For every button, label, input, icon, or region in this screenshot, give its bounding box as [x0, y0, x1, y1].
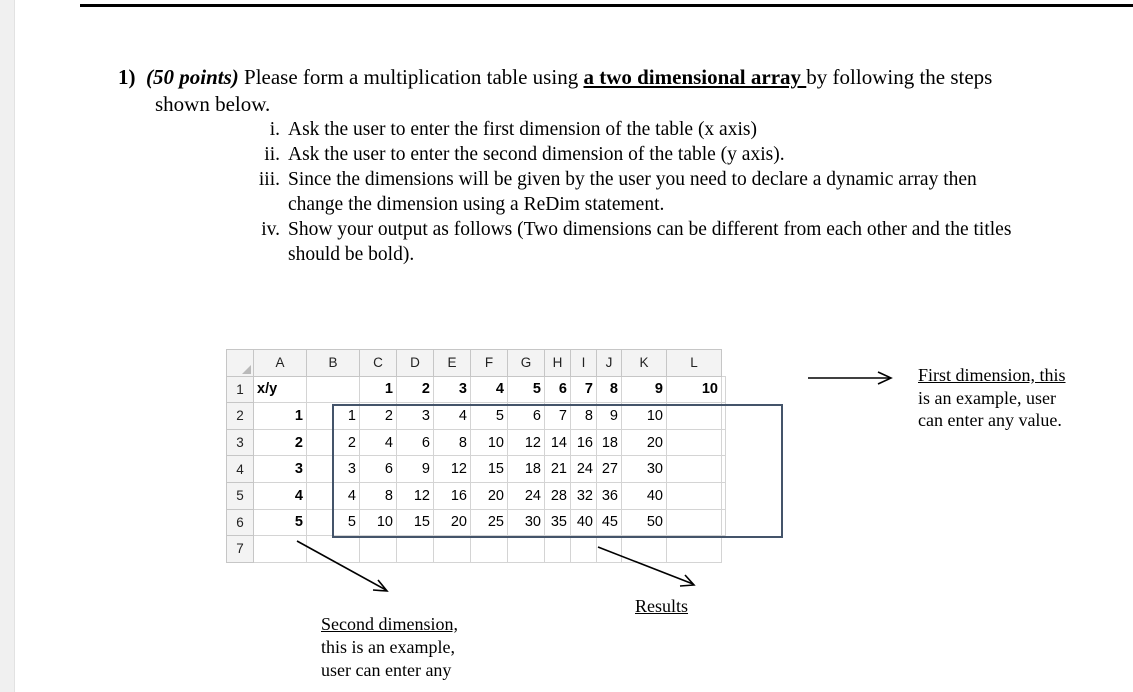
question-line-2: shown below. — [155, 92, 271, 116]
step-text: Show your output as follows (Two dimensions can be different from each other and the titles — [288, 219, 1012, 240]
question-tail: by following the steps — [806, 65, 993, 89]
product-cell: 6 — [397, 429, 434, 456]
x-header-cell: 8 — [597, 376, 622, 403]
column-header[interactable]: B — [307, 350, 360, 377]
column-header[interactable]: K — [622, 350, 667, 377]
column-header[interactable]: I — [571, 350, 597, 377]
product-cell: 30 — [508, 509, 545, 536]
row-header[interactable]: 7 — [227, 536, 254, 563]
product-cell: 15 — [471, 456, 508, 483]
product-cell: 7 — [545, 403, 571, 430]
row-header[interactable]: 4 — [227, 456, 254, 483]
product-cell: 18 — [508, 456, 545, 483]
x-header-cell: 10 — [667, 376, 722, 403]
step-text: Since the dimensions will be given by the user you need to declare a dynamic array then — [288, 169, 977, 190]
product-cell: 12 — [434, 456, 471, 483]
x-header-cell: 1 — [360, 376, 397, 403]
question-emphasis: a two dimensional array — [583, 65, 807, 89]
row-header[interactable]: 3 — [227, 429, 254, 456]
product-cell: 3 — [307, 456, 360, 483]
x-header-cell: 5 — [508, 376, 545, 403]
product-cell: 16 — [571, 429, 597, 456]
column-header[interactable]: L — [667, 350, 722, 377]
column-header[interactable]: H — [545, 350, 571, 377]
product-cell: 50 — [622, 509, 667, 536]
results-note: Results — [635, 596, 689, 616]
first-dimension-arrow — [808, 372, 891, 384]
first-dimension-note-line-3: can enter any value. — [918, 410, 1062, 430]
y-header-cell: 3 — [254, 456, 307, 483]
corner-label-cell: x/y — [254, 376, 307, 403]
product-cell: 10 — [360, 509, 397, 536]
column-header[interactable]: G — [508, 350, 545, 377]
second-dimension-arrow — [297, 541, 387, 591]
product-cell: 12 — [397, 482, 434, 509]
product-cell: 20 — [434, 509, 471, 536]
step-marker: i. — [269, 119, 280, 140]
column-header[interactable]: C — [360, 350, 397, 377]
x-header-cell: 3 — [434, 376, 471, 403]
step-text: should be bold). — [288, 244, 415, 265]
product-cell: 27 — [597, 456, 622, 483]
product-cell: 30 — [622, 456, 667, 483]
product-cell: 18 — [597, 429, 622, 456]
column-header[interactable]: E — [434, 350, 471, 377]
product-cell: 6 — [508, 403, 545, 430]
product-cell: 2 — [360, 403, 397, 430]
product-cell: 16 — [434, 482, 471, 509]
product-cell: 20 — [622, 429, 667, 456]
x-header-cell: 4 — [471, 376, 508, 403]
product-cell: 5 — [471, 403, 508, 430]
step-marker: iii. — [258, 169, 280, 190]
column-header[interactable]: D — [397, 350, 434, 377]
row-header[interactable]: 2 — [227, 403, 254, 430]
x-header-cell: 6 — [545, 376, 571, 403]
product-cell: 4 — [360, 429, 397, 456]
product-cell: 40 — [622, 482, 667, 509]
column-header[interactable]: J — [597, 350, 622, 377]
product-cell: 40 — [571, 509, 597, 536]
product-cell: 8 — [360, 482, 397, 509]
y-header-cell: 2 — [254, 429, 307, 456]
x-header-cell: 9 — [622, 376, 667, 403]
second-dimension-note-line-3: user can enter any — [321, 660, 452, 680]
product-cell: 24 — [508, 482, 545, 509]
step-text: Ask the user to enter the second dimension of the table (y axis). — [288, 144, 785, 165]
product-cell: 24 — [571, 456, 597, 483]
second-dimension-note-line-1: Second dimension, — [321, 614, 458, 634]
results-arrow — [598, 547, 694, 586]
product-cell: 25 — [471, 509, 508, 536]
product-cell: 9 — [397, 456, 434, 483]
product-cell: 35 — [545, 509, 571, 536]
x-header-cell: 7 — [571, 376, 597, 403]
product-cell: 21 — [545, 456, 571, 483]
question-points: (50 points) — [146, 65, 239, 89]
y-header-cell: 1 — [254, 403, 307, 430]
product-cell: 10 — [471, 429, 508, 456]
y-header-cell: 4 — [254, 482, 307, 509]
first-dimension-note-line-1: First dimension, this — [918, 365, 1066, 385]
step-text: change the dimension using a ReDim statement. — [288, 194, 665, 215]
product-cell: 45 — [597, 509, 622, 536]
product-cell: 4 — [434, 403, 471, 430]
product-cell: 20 — [471, 482, 508, 509]
product-cell: 6 — [360, 456, 397, 483]
row-header[interactable]: 6 — [227, 509, 254, 536]
product-cell: 4 — [307, 482, 360, 509]
product-cell: 14 — [545, 429, 571, 456]
product-cell: 5 — [307, 509, 360, 536]
y-header-cell: 5 — [254, 509, 307, 536]
product-cell: 3 — [397, 403, 434, 430]
second-dimension-note-line-2: this is an example, — [321, 637, 455, 657]
product-cell: 36 — [597, 482, 622, 509]
row-header[interactable]: 5 — [227, 482, 254, 509]
product-cell: 12 — [508, 429, 545, 456]
column-header[interactable]: A — [254, 350, 307, 377]
product-cell: 10 — [622, 403, 667, 430]
product-cell: 32 — [571, 482, 597, 509]
step-text: Ask the user to enter the first dimension of the table (x axis) — [288, 119, 757, 140]
question-lead: Please form a multiplication table using — [238, 65, 584, 89]
product-cell: 2 — [307, 429, 360, 456]
product-cell: 15 — [397, 509, 434, 536]
first-dimension-note-line-2: is an example, user — [918, 388, 1056, 408]
product-cell: 8 — [434, 429, 471, 456]
step-marker: ii. — [264, 144, 280, 165]
question-number: 1) — [118, 65, 136, 89]
step-marker: iv. — [261, 219, 280, 240]
product-cell: 28 — [545, 482, 571, 509]
x-header-cell: 2 — [397, 376, 434, 403]
product-cell: 1 — [307, 403, 360, 430]
product-cell: 9 — [597, 403, 622, 430]
row-header[interactable]: 1 — [227, 376, 254, 403]
column-header[interactable]: F — [471, 350, 508, 377]
product-cell: 8 — [571, 403, 597, 430]
